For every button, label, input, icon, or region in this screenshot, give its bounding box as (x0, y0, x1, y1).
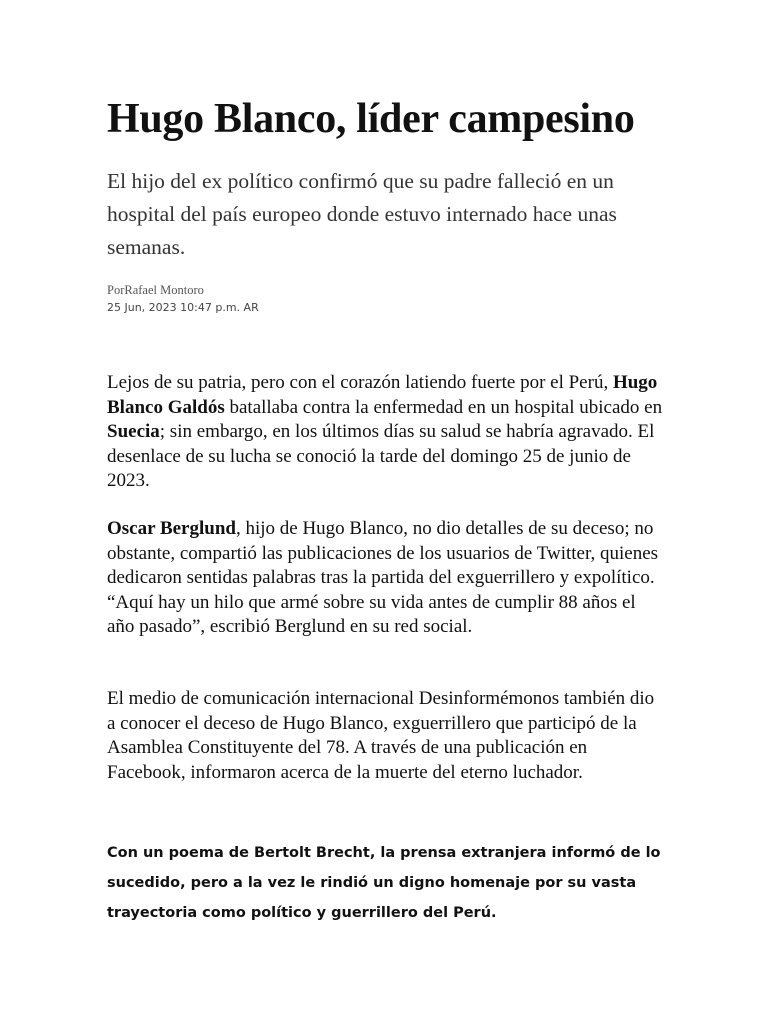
publish-date: 25 Jun, 2023 10:47 p.m. AR (107, 301, 259, 314)
bold-name-hugo-blanco: Hugo Blanco Galdós (107, 372, 658, 418)
body-paragraph-3: El medio de comunicación internacional Desinformémonos también dio a conocer el deceso de Hugo Blanco, exguerrillero que participó de la Asamblea Constituyente del 78. A través de una publicación en Facebook, informaron acerca de la muerte del eterno luchador. (107, 688, 655, 783)
paragraph-text: ; sin embargo, en los últimos días su salud se habría agravado. El desenlace de su lucha se conoció la tarde del domingo 25 de junio de 2023. (107, 421, 655, 491)
bold-name-oscar-berglund: Oscar Berglund (107, 518, 236, 539)
byline-prefix: Por (107, 283, 125, 297)
article-title: Hugo Blanco, líder campesino (107, 96, 635, 142)
paragraph-text: , hijo de Hugo Blanco, no dio detalles de su deceso; no obstante, compartió las publicaciones de los usuarios de Twitter, quienes dedicaron sentidas palabras tras la partida del exguerrillero y expolítico. “Aquí hay un hilo que armé sobre su vida antes de cumplir 88 años el año pasado”, escribió Berglund en su red social. (107, 518, 659, 637)
paragraph-text: Lejos de su patria, pero con el corazón latiendo fuerte por el Perú, (107, 372, 613, 393)
body-paragraph-1 (107, 371, 667, 494)
paragraph-text: batallaba contra la enfermedad en un hospital ubicado en (224, 396, 663, 418)
closing-highlight: Con un poema de Bertolt Brecht, la prensa extranjera informó de lo sucedido, pero a la vez le rindió un digno homenaje por su vasta trayectoria como político y guerrillero del Perú. (107, 845, 661, 921)
author-link[interactable]: Rafael Montoro (124, 283, 204, 297)
article-subtitle: El hijo del ex político confirmó que su padre falleció en un hospital del país europeo donde estuvo internado hace unas semanas. (107, 169, 617, 259)
body-paragraph-2 (107, 517, 667, 640)
byline (107, 282, 204, 298)
bold-place-suecia: Suecia (107, 421, 160, 442)
